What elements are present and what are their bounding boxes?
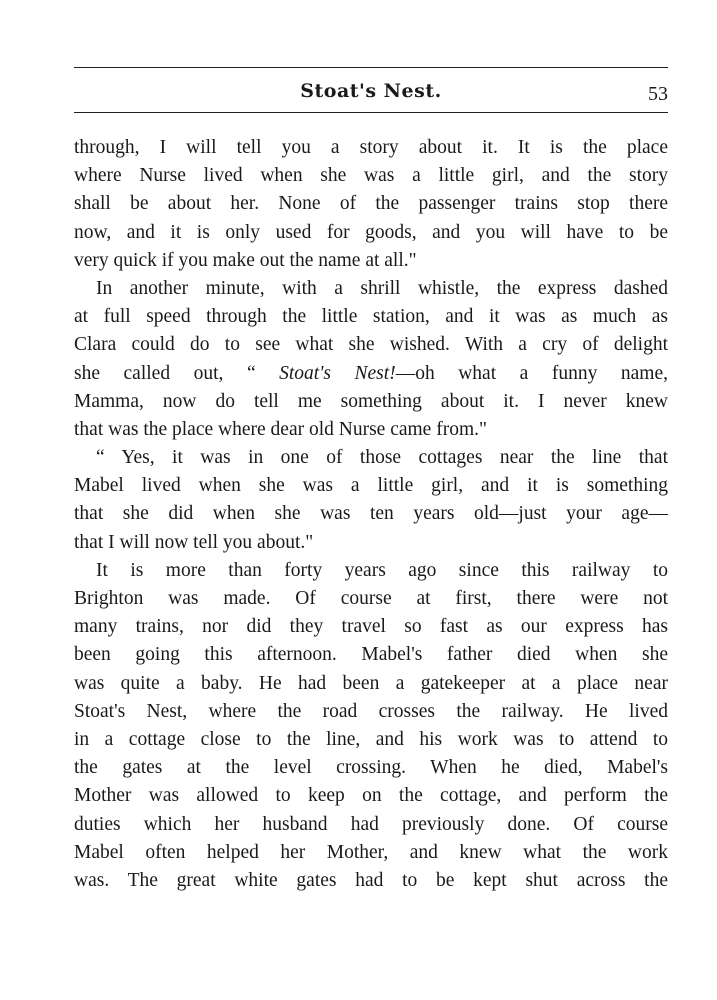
header-rule-bottom — [74, 112, 668, 113]
text-segment: she called out, “ — [74, 362, 280, 384]
text-line: Mamma, now do tell me something about it. I never knew — [74, 390, 668, 412]
text-line: In another minute, with a shrill whistle, the express dashed — [96, 277, 668, 299]
paragraph — [74, 275, 668, 444]
text-line: in a cottage close to the line, and his work was to attend to — [74, 728, 668, 750]
text-line: was quite a baby. He had been a gatekeeper at a place near — [74, 672, 668, 694]
paragraph — [74, 444, 668, 557]
text-line: the gates at the level crossing. When he died, Mabel's — [74, 757, 668, 779]
header-rule-top — [74, 67, 668, 68]
text-line: Mabel lived when she was a little girl, and it is something — [74, 475, 668, 497]
text-line: that I will now tell you about." — [74, 531, 314, 553]
text-line: Clara could do to see what she wished. With a cry of delight — [74, 334, 668, 356]
text-line: very quick if you make out the name at all." — [74, 249, 417, 271]
text-line: It is more than forty years ago since this railway to — [96, 559, 668, 581]
text-line: Mabel often helped her Mother, and knew what the work — [74, 841, 668, 863]
text-line: through, I will tell you a story about it. It is the place — [74, 137, 668, 158]
text-line: duties which her husband had previously done. Of course — [74, 813, 668, 835]
paragraph — [74, 134, 668, 275]
text-line: was. The great white gates had to be kept shut across the — [74, 869, 668, 891]
text-line: “ Yes, it was in one of those cottages near the line that — [96, 447, 668, 469]
running-head — [74, 80, 668, 106]
text-line: at full speed through the little station, and it was as much as — [74, 306, 668, 328]
paragraph — [74, 557, 668, 895]
page-number: 53 — [648, 83, 668, 105]
text-line: that she did when she was ten years old—just your age— — [74, 503, 668, 525]
text-line: shall be about her. None of the passenger trains stop there — [74, 193, 668, 215]
body-text — [74, 134, 668, 895]
text-line: Brighton was made. Of course at first, there were not — [74, 588, 668, 609]
italic-place-name: Stoat's Nest! — [279, 362, 396, 384]
text-line: been going this afternoon. Mabel's father died when she — [74, 644, 668, 666]
text-line: many trains, nor did they travel so fast as our express has — [74, 616, 668, 638]
text-line: Stoat's Nest, where the road crosses the railway. He lived — [74, 700, 668, 722]
text-line: that was the place where dear old Nurse came from." — [74, 418, 487, 440]
text-line: now, and it is only used for goods, and you will have to be — [74, 221, 668, 243]
text-line — [74, 360, 668, 388]
running-title: Stoat's Nest. — [300, 80, 442, 102]
text-line: Mother was allowed to keep on the cottage, and perform the — [74, 785, 668, 807]
text-segment: —oh what a funny name, — [395, 362, 668, 384]
text-line: where Nurse lived when she was a little girl, and the story — [74, 165, 668, 187]
